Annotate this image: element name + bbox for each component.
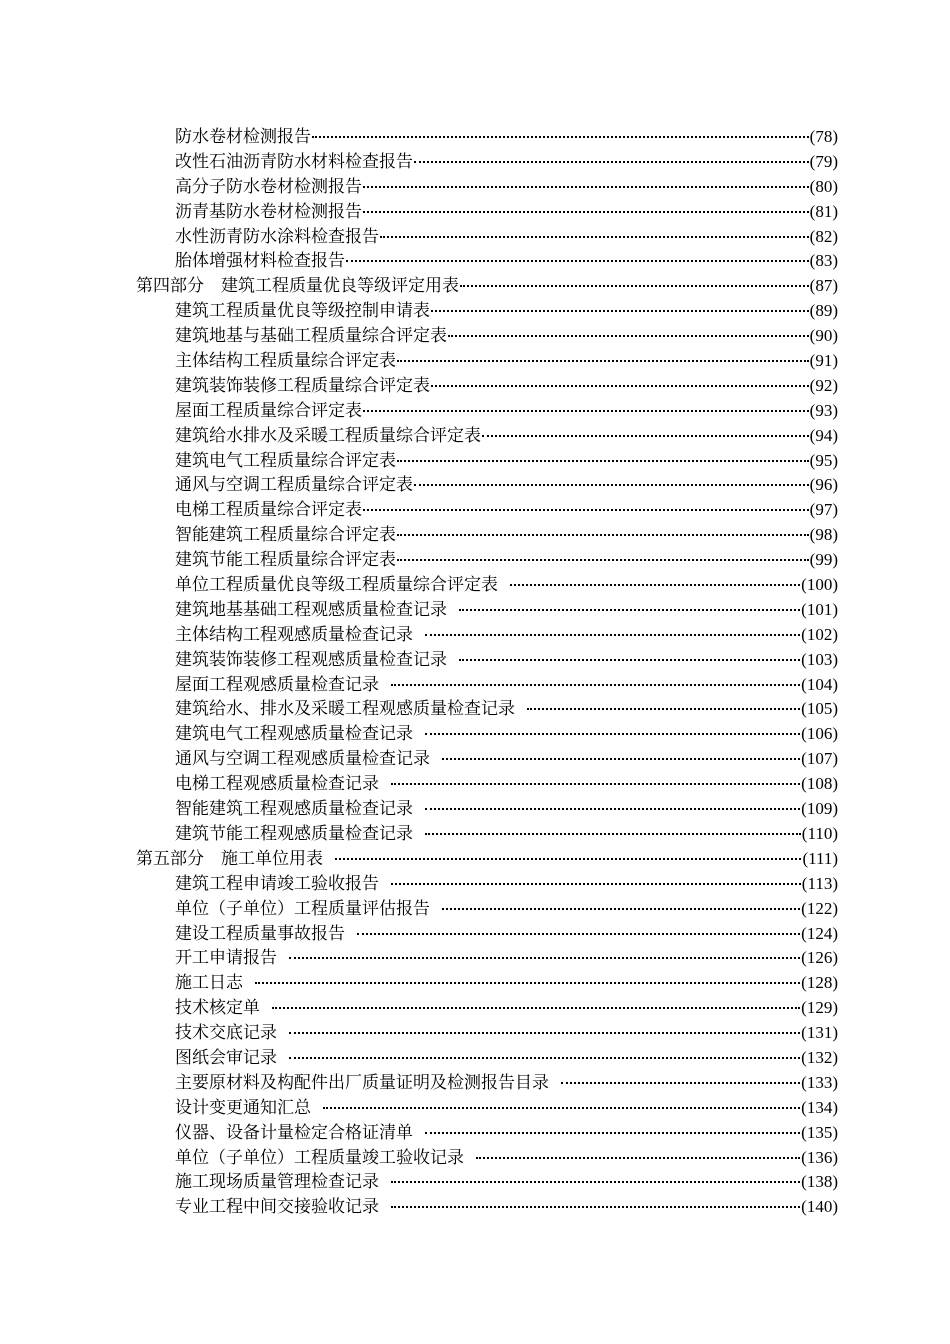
dot-leader: [459, 609, 800, 611]
toc-entry-page-number: (82): [809, 226, 838, 246]
dot-leader: [363, 211, 809, 213]
toc-entry: [136, 249, 838, 274]
dot-leader: [323, 1107, 800, 1109]
dot-leader: [425, 833, 801, 835]
toc-entry-page-number: (109): [801, 799, 838, 819]
dot-leader: [510, 584, 800, 586]
toc-entry-page-number: (90): [809, 326, 838, 346]
toc-entry-title: 技术交底记录: [175, 1023, 277, 1044]
dot-leader: [363, 410, 809, 412]
toc-entry: [136, 946, 838, 971]
toc-entry: [136, 399, 838, 424]
toc-entry-page-number: (131): [801, 1023, 838, 1043]
toc-entry-title: 建筑节能工程观感质量检查记录: [175, 823, 413, 844]
dot-leader: [431, 385, 809, 387]
table-of-contents: [136, 125, 838, 1220]
dot-leader: [425, 634, 800, 636]
toc-entry-page-number: (78): [809, 127, 838, 146]
toc-entry-page-number: (104): [801, 674, 838, 694]
dot-leader: [391, 1206, 800, 1208]
toc-entry-title: 改性石油沥青防水材料检查报告: [175, 151, 413, 172]
toc-entry: [136, 473, 838, 498]
toc-entry-title: 胎体增强材料检查报告: [175, 251, 345, 272]
toc-entry-title: 第四部分 建筑工程质量优良等级评定用表: [136, 276, 459, 297]
toc-entry-page-number: (135): [801, 1122, 838, 1142]
toc-entry: [136, 772, 838, 797]
toc-entry: [136, 125, 838, 150]
toc-entry-title: 水性沥青防水涂料检查报告: [175, 226, 379, 247]
toc-entry: [136, 175, 838, 200]
dot-leader: [425, 733, 800, 735]
toc-entry-title: 单位（子单位）工程质量评估报告: [175, 898, 430, 919]
toc-entry-title: 建筑地基与基础工程质量综合评定表: [175, 326, 447, 347]
dot-leader: [357, 933, 800, 935]
toc-entry-title: 屋面工程质量综合评定表: [175, 400, 362, 421]
toc-entry: [136, 1195, 838, 1220]
toc-entry: [136, 623, 838, 648]
toc-entry: [136, 897, 838, 922]
toc-section-entry: [136, 847, 838, 872]
toc-entry-page-number: (122): [801, 898, 838, 918]
dot-leader: [561, 1082, 800, 1084]
toc-entry-page-number: (140): [801, 1197, 838, 1217]
dot-leader: [448, 335, 809, 337]
toc-entry-page-number: (106): [801, 724, 838, 744]
dot-leader: [363, 186, 809, 188]
toc-entry-page-number: (107): [801, 749, 838, 769]
toc-entry-title: 建筑电气工程观感质量检查记录: [175, 724, 413, 745]
toc-entry-page-number: (103): [801, 649, 838, 669]
toc-entry: [136, 598, 838, 623]
toc-entry-page-number: (79): [809, 151, 838, 171]
toc-entry: [136, 1146, 838, 1171]
toc-entry-title: 电梯工程质量综合评定表: [175, 500, 362, 521]
dot-leader: [459, 659, 800, 661]
toc-entry: [136, 822, 838, 847]
toc-entry-page-number: (97): [809, 500, 838, 520]
toc-entry-page-number: (98): [809, 525, 838, 545]
dot-leader: [527, 708, 800, 710]
toc-entry-page-number: (96): [809, 475, 838, 495]
toc-entry-title: 开工申请报告: [175, 948, 277, 969]
toc-entry-title: 通风与空调工程观感质量检查记录: [175, 749, 430, 770]
toc-entry-page-number: (102): [801, 624, 838, 644]
dot-leader: [425, 1132, 800, 1134]
toc-entry: [136, 697, 838, 722]
toc-entry: [136, 200, 838, 225]
toc-entry-page-number: (108): [801, 774, 838, 794]
toc-entry-title: 建筑给水排水及采暖工程质量综合评定表: [175, 425, 481, 446]
toc-entry-title: 建筑装饰装修工程质量综合评定表: [175, 375, 430, 396]
dot-leader: [312, 136, 809, 138]
dot-leader: [363, 509, 809, 511]
toc-entry-title: 建筑电气工程质量综合评定表: [175, 450, 396, 471]
toc-entry-page-number: (95): [809, 450, 838, 470]
toc-entry: [136, 424, 838, 449]
dot-leader: [391, 883, 801, 885]
toc-entry-page-number: (136): [801, 1147, 838, 1167]
toc-entry-title: 智能建筑工程观感质量检查记录: [175, 799, 413, 820]
toc-entry-title: 技术核定单: [175, 998, 260, 1019]
toc-entry: [136, 673, 838, 698]
toc-entry-page-number: (91): [809, 351, 838, 371]
dot-leader: [391, 783, 800, 785]
toc-entry: [136, 1170, 838, 1195]
toc-entry-page-number: (110): [801, 823, 838, 843]
toc-entry-title: 主体结构工程观感质量检查记录: [175, 624, 413, 645]
toc-entry-title: 主要原材料及构配件出厂质量证明及检测报告目录: [175, 1072, 549, 1093]
toc-entry: [136, 797, 838, 822]
dot-leader: [391, 684, 800, 686]
dot-leader: [442, 908, 800, 910]
toc-entry-page-number: (94): [809, 425, 838, 445]
toc-entry-title: 电梯工程观感质量检查记录: [175, 774, 379, 795]
dot-leader: [335, 858, 801, 860]
dot-leader: [289, 1057, 800, 1059]
toc-entry: [136, 225, 838, 250]
dot-leader: [460, 285, 809, 287]
dot-leader: [397, 360, 809, 362]
dot-leader: [397, 559, 809, 561]
toc-entry: [136, 971, 838, 996]
toc-entry-title: 主体结构工程质量综合评定表: [175, 351, 396, 372]
dot-leader: [255, 982, 800, 984]
toc-entry: [136, 922, 838, 947]
toc-entry-page-number: (89): [809, 301, 838, 321]
dot-leader: [397, 534, 809, 536]
dot-leader: [431, 310, 809, 312]
toc-entry: [136, 1021, 838, 1046]
toc-entry: [136, 722, 838, 747]
toc-entry-page-number: (99): [809, 550, 838, 570]
toc-entry-page-number: (87): [809, 276, 838, 296]
dot-leader: [346, 260, 809, 262]
toc-entry-page-number: (92): [809, 375, 838, 395]
toc-entry-title: 专业工程中间交接验收记录: [175, 1197, 379, 1218]
dot-leader: [289, 1032, 800, 1034]
toc-entry-title: 建筑地基基础工程观感质量检查记录: [175, 599, 447, 620]
toc-entry: [136, 747, 838, 772]
toc-entry-page-number: (100): [801, 575, 838, 595]
toc-entry: [136, 498, 838, 523]
toc-entry-page-number: (81): [809, 201, 838, 221]
toc-entry-title: 防水卷材检测报告: [175, 127, 311, 147]
toc-entry-page-number: (126): [801, 948, 838, 968]
toc-entry: [136, 648, 838, 673]
toc-entry: [136, 523, 838, 548]
toc-entry-page-number: (134): [801, 1097, 838, 1117]
toc-entry-title: 设计变更通知汇总: [175, 1097, 311, 1118]
toc-entry: [136, 548, 838, 573]
dot-leader: [425, 808, 800, 810]
toc-entry-page-number: (129): [801, 998, 838, 1018]
toc-entry-title: 高分子防水卷材检测报告: [175, 176, 362, 197]
toc-entry-title: 建筑工程质量优良等级控制申请表: [175, 301, 430, 322]
toc-entry-page-number: (111): [802, 848, 838, 868]
toc-entry-page-number: (105): [801, 699, 838, 719]
toc-entry-page-number: (138): [801, 1172, 838, 1192]
toc-entry-title: 图纸会审记录: [175, 1047, 277, 1068]
toc-entry-page-number: (113): [801, 873, 838, 893]
dot-leader: [391, 1181, 800, 1183]
toc-entry-page-number: (101): [801, 599, 838, 619]
toc-entry-page-number: (93): [809, 400, 838, 420]
toc-entry: [136, 573, 838, 598]
toc-entry: [136, 324, 838, 349]
toc-entry-page-number: (128): [801, 973, 838, 993]
toc-entry-title: 仪器、设备计量检定合格证清单: [175, 1122, 413, 1143]
toc-entry-title: 建筑节能工程质量综合评定表: [175, 550, 396, 571]
toc-entry: [136, 1121, 838, 1146]
toc-entry: [136, 1096, 838, 1121]
toc-entry: [136, 1046, 838, 1071]
toc-entry-title: 建筑给水、排水及采暖工程观感质量检查记录: [175, 699, 515, 720]
toc-entry: [136, 449, 838, 474]
dot-leader: [380, 236, 809, 238]
toc-entry: [136, 996, 838, 1021]
toc-entry-title: 建筑装饰装修工程观感质量检查记录: [175, 649, 447, 670]
dot-leader: [414, 161, 809, 163]
toc-entry-title: 屋面工程观感质量检查记录: [175, 674, 379, 695]
toc-entry-page-number: (132): [801, 1047, 838, 1067]
dot-leader: [397, 460, 809, 462]
toc-entry-title: 通风与空调工程质量综合评定表: [175, 475, 413, 496]
dot-leader: [272, 1007, 800, 1009]
dot-leader: [476, 1157, 800, 1159]
toc-entry: [136, 872, 838, 897]
toc-entry-title: 沥青基防水卷材检测报告: [175, 201, 362, 222]
toc-entry: [136, 349, 838, 374]
toc-entry: [136, 1071, 838, 1096]
toc-entry-title: 施工现场质量管理检查记录: [175, 1172, 379, 1193]
toc-entry: [136, 374, 838, 399]
toc-entry-title: 单位（子单位）工程质量竣工验收记录: [175, 1147, 464, 1168]
toc-entry-title: 第五部分 施工单位用表: [136, 848, 323, 869]
toc-entry-title: 智能建筑工程质量综合评定表: [175, 525, 396, 546]
toc-entry-page-number: (124): [801, 923, 838, 943]
toc-entry-title: 施工日志: [175, 973, 243, 994]
toc-entry-page-number: (83): [809, 251, 838, 271]
dot-leader: [289, 957, 800, 959]
dot-leader: [442, 758, 800, 760]
toc-entry: [136, 299, 838, 324]
toc-entry-page-number: (80): [809, 176, 838, 196]
dot-leader: [414, 484, 809, 486]
toc-section-entry: [136, 274, 838, 299]
toc-entry-page-number: (133): [801, 1072, 838, 1092]
toc-entry: [136, 150, 838, 175]
toc-entry-title: 单位工程质量优良等级工程质量综合评定表: [175, 575, 498, 596]
toc-entry-title: 建设工程质量事故报告: [175, 923, 345, 944]
dot-leader: [482, 435, 809, 437]
toc-entry-title: 建筑工程申请竣工验收报告: [175, 873, 379, 894]
